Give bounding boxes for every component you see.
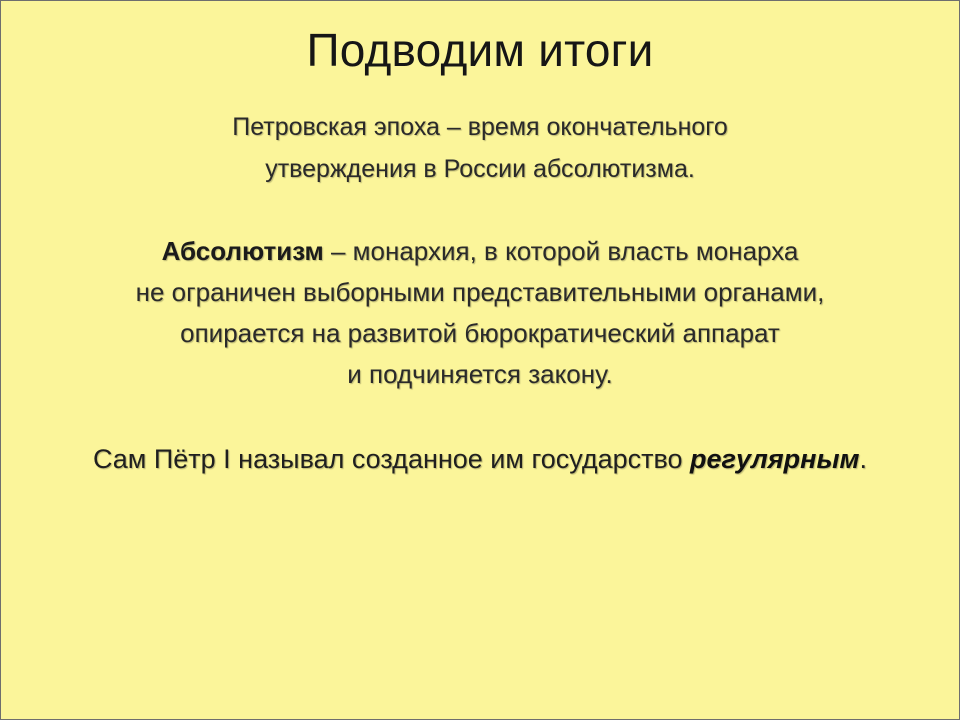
definition-line-3: опирается на развитой бюрократический аппарат xyxy=(180,318,780,348)
slide-title: Подводим итоги xyxy=(306,24,654,76)
closing-end: . xyxy=(859,444,868,474)
closing-paragraph xyxy=(1,439,959,479)
summary-line-2: утверждения в России абсолютизма. xyxy=(265,155,695,183)
closing-text: Сам Пётр I называл созданное им государство xyxy=(92,444,691,474)
definition-first-line-rest: – монархия, в которой власть монарха xyxy=(323,236,799,266)
definition-term: Абсолютизм xyxy=(161,236,324,266)
definition-line-1 xyxy=(1,231,959,272)
summary-line-1: Петровская эпоха – время окончательного xyxy=(232,113,728,141)
definition-paragraph xyxy=(1,231,959,395)
definition-line-4: и подчиняется закону. xyxy=(347,359,613,389)
summary-paragraph xyxy=(1,106,959,190)
closing-emphasis: регулярным xyxy=(690,444,860,474)
definition-line-2: не ограничен выборными представительными органами, xyxy=(135,277,825,307)
closing-line xyxy=(1,439,959,479)
